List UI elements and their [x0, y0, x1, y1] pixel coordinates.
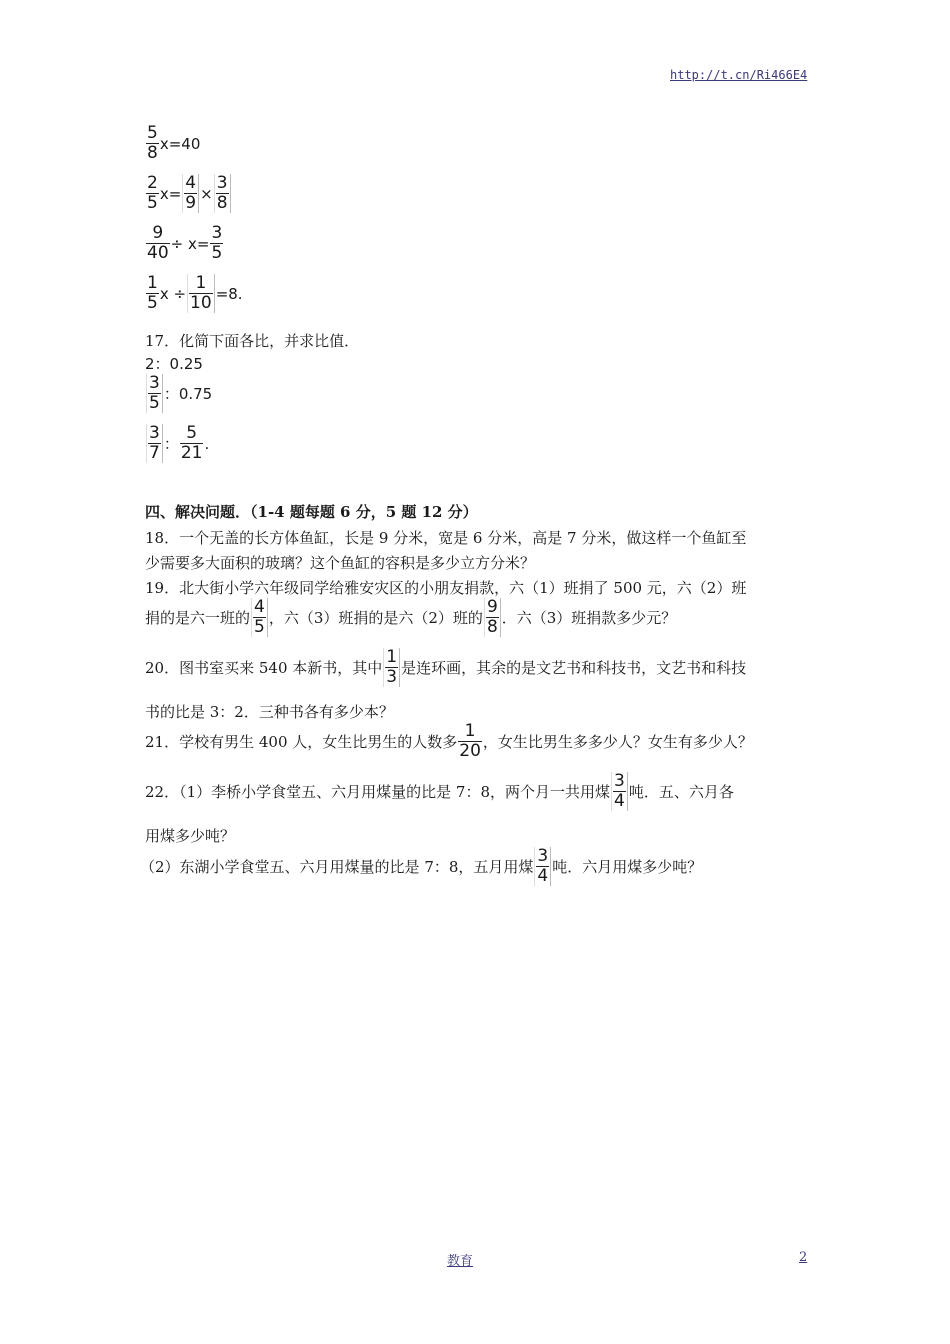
question-18-line-1: 18．一个无盖的长方体鱼缸，长是 9 分米，宽是 6 分米，高是 7 分米，做这样一个鱼缸至 [145, 529, 747, 547]
fraction: $\frac{4}{9}$ [182, 174, 199, 213]
fraction: $\frac{1}{3}$ [383, 648, 400, 687]
question-20-line-2: 书的比是 3：2．三种书各有多少本？ [145, 703, 394, 721]
question-20-line-1: 20．图书室买来 540 本新书，其中 $\frac{1}{3}$ 是连环画，其余的是文艺书和科技书，文艺书和科技 [145, 647, 747, 687]
ratio-3: $\frac{3}{7}$ ： $\frac{5}{21}$ . [145, 424, 209, 463]
ratio-1: 2：0.25 [145, 355, 203, 373]
fraction: $\frac{9}{8}$ [484, 598, 501, 637]
question-18-line-2: 少需要多大面积的玻璃？这个鱼缸的容积是多少立方分米？ [145, 554, 536, 572]
fraction: $\frac{3}{4}$ [611, 772, 628, 811]
fraction: $\frac{3}{5}$ [211, 223, 223, 263]
question-22-part-1: 22．（1）李桥小学食堂五、六月用煤量的比是 7：8，两个月一共用煤 $\frac{3}{4}$ 吨．五、六月各 [145, 771, 734, 811]
question-22-part-2: （2）东湖小学食堂五、六月用煤量的比是 7：8，五月用煤 $\frac{3}{4}$ 吨．六月用煤多少吨？ [140, 846, 703, 886]
equation-2: $\frac{2}{5}$ x= $\frac{4}{9}$ × $\frac{3}{8}$ [145, 174, 232, 213]
equation-4: $\frac{1}{5}$ x ÷ $\frac{1}{10}$ =8. [147, 273, 243, 313]
ratio-2: $\frac{3}{5}$ ：0.75 [145, 374, 212, 413]
question-21: 21．学校有男生 400 人，女生比男生的人数多 $\frac{1}{20}$ ，女生比男生多多少人？女生有多少人？ [145, 721, 753, 761]
header-link[interactable]: http://t.cn/Ri466E4 [670, 68, 808, 82]
fraction: $\frac{5}{21}$ [180, 423, 203, 463]
fraction: $\frac{1}{5}$ [147, 273, 158, 313]
fraction: $\frac{3}{7}$ [146, 424, 163, 463]
fraction: $\frac{5}{8}$ [147, 123, 158, 163]
fraction: $\frac{1}{10}$ [187, 274, 215, 313]
question-19-line-2: 捐的是六一班的 $\frac{4}{5}$ ，六（3）班捐的是六（2）班的 $\frac{9}{8}$ ．六（3）班捐款多少元？ [145, 597, 677, 637]
fraction: $\frac{9}{40}$ [147, 223, 169, 263]
question-17-title: 17．化简下面各比，并求比值． [145, 332, 360, 350]
section-title: 四、解决问题．（1-4 题每题 6 分，5 题 12 分） [145, 503, 478, 521]
question-19-line-1: 19．北大街小学六年级同学给雅安灾区的小朋友捐款，六（1）班捐了 500 元，六（2）班 [145, 579, 747, 597]
fraction: $\frac{3}{4}$ [534, 847, 551, 886]
fraction: $\frac{3}{8}$ [214, 174, 231, 213]
fraction: $\frac{2}{5}$ [147, 173, 158, 213]
equation-3: $\frac{9}{40}$ ÷ x= $\frac{3}{5}$ [147, 223, 223, 263]
equation-1: $\frac{5}{8}$ x=40 [147, 123, 201, 163]
page-number: 2 [799, 1250, 808, 1265]
question-22-part-1-line-2: 用煤多少吨？ [145, 827, 236, 845]
footer-link[interactable]: 教育 [447, 1254, 474, 1269]
fraction: $\frac{4}{5}$ [251, 598, 268, 637]
fraction: $\frac{1}{20}$ [459, 721, 481, 761]
fraction: $\frac{3}{5}$ [146, 374, 163, 413]
